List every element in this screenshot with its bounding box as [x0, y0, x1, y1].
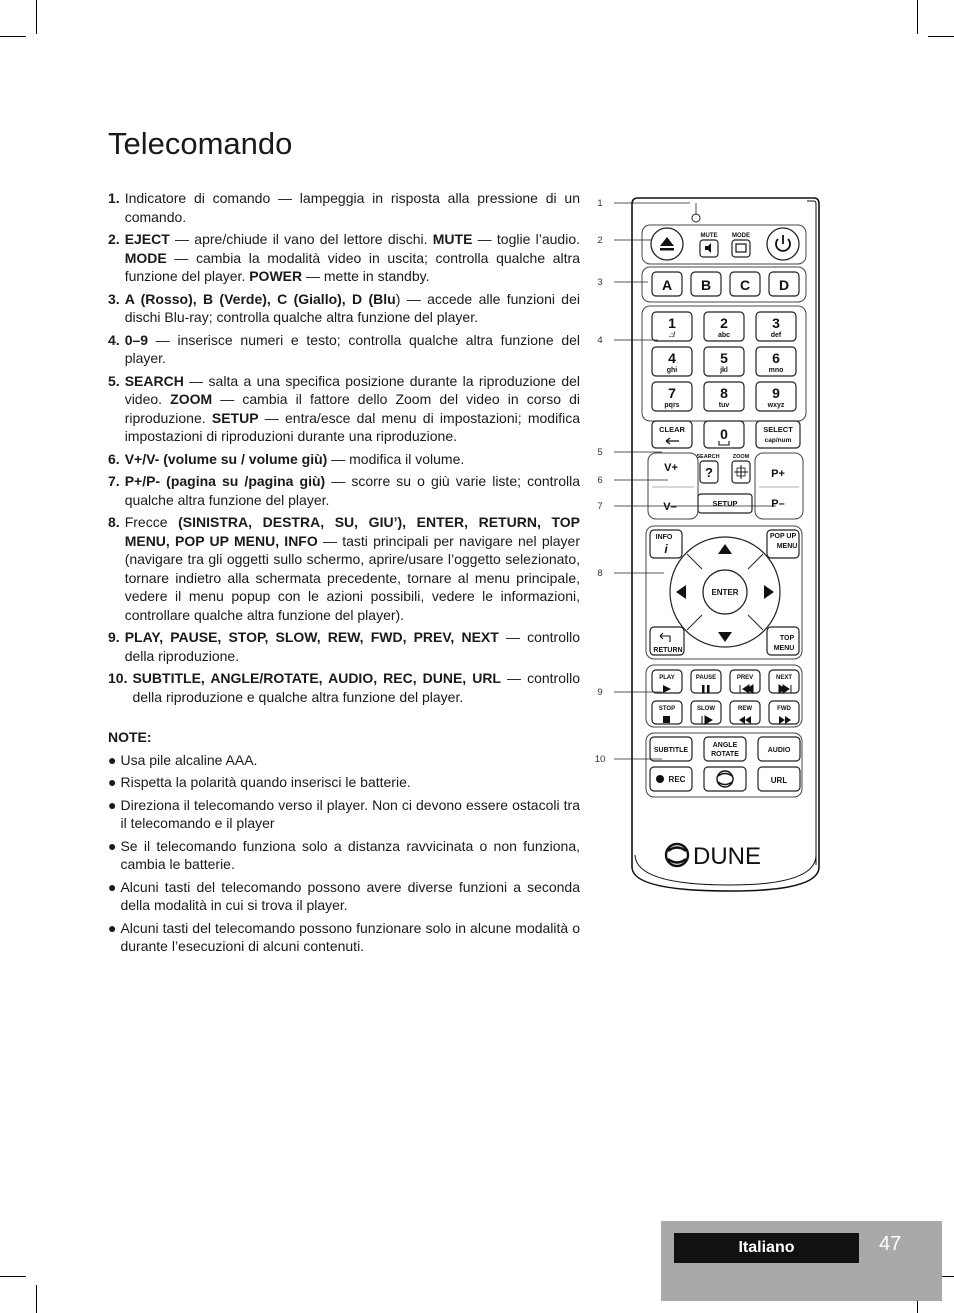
- digit-label: 2: [720, 315, 728, 331]
- digit-label: 9: [772, 385, 780, 401]
- bullet-icon: ●: [108, 774, 117, 790]
- item-keyword: SEARCH: [124, 372, 184, 389]
- return-label: RETURN: [653, 647, 683, 654]
- color-key-label: A: [661, 277, 673, 293]
- callout-number: 2: [597, 235, 603, 246]
- callout-number: 6: [597, 475, 603, 486]
- callout-number: 10: [594, 754, 606, 765]
- item-text: Frecce (SINISTRA, DESTRA, SU, GIU’), ENTER, RETURN, TOP MENU, POP UP MENU, INFO — tasti principali per navigare nel player (navigare tra gli oggetti sullo schermo, aprire/usare l’oggetto selezionato, tornare indietro alla schermata precedente, tornare al menu principale, vedere il menu popup con le azioni possibili, vedere le informazioni, controllare qualche altra funzione del player).: [124, 514, 581, 623]
- page-title: Telecomando: [108, 126, 293, 161]
- bullet-icon: ●: [108, 796, 117, 813]
- rec-icon: [656, 775, 664, 783]
- note-item: [108, 751, 580, 770]
- bullet-icon: ●: [108, 919, 117, 936]
- select-sublabel: cap/num: [764, 437, 792, 444]
- item-number: 3.: [108, 290, 120, 307]
- next-label: NEXT: [775, 675, 793, 681]
- item-text: EJECT — apre/chiude il vano del lettore dischi. MUTE — toglie l’audio. MODE — cambia la modalità video in uscita; controlla qualche altra funzione del player. POWER — mette in standby.: [124, 231, 580, 284]
- language-label: Italiano: [674, 1233, 859, 1263]
- mute-label: MUTE: [700, 233, 718, 239]
- item-text: SUBTITLE, ANGLE/ROTATE, AUDIO, REC, DUNE, URL — controllo della riproduzione e qualche altra funzione del player.: [132, 670, 580, 705]
- notes-title: NOTE:: [108, 729, 152, 745]
- clear-label: CLEAR: [659, 425, 685, 434]
- digit-label: 1: [668, 315, 676, 331]
- digit-label: 5: [720, 350, 728, 366]
- item-number: 9.: [108, 629, 120, 645]
- crop-mark: [928, 36, 954, 37]
- pause-label: PAUSE: [695, 675, 717, 681]
- bullet-icon: ●: [108, 751, 117, 768]
- item-2: [108, 230, 580, 286]
- item-number: 4.: [108, 331, 120, 348]
- digit-sublabel: ghi: [666, 367, 678, 374]
- subtitle-label: SUBTITLE: [653, 747, 689, 754]
- item-keyword: V+/V- (volume su / volume giù): [124, 450, 328, 467]
- item-text: V+/V- (volume su / volume giù) — modifica il volume.: [124, 450, 465, 467]
- crop-mark: [36, 1285, 37, 1313]
- notes-list: [108, 751, 580, 956]
- digit-sublabel: abc: [717, 332, 731, 339]
- item-5: [108, 372, 580, 446]
- item-3: [108, 290, 580, 327]
- stop-label: STOP: [658, 706, 676, 712]
- item-number: 2.: [108, 231, 120, 247]
- pause-button: [691, 670, 721, 693]
- note-text: Se il telecomando funziona solo a distanza ravvicinata o non funziona, cambia le batterie.: [120, 837, 580, 872]
- note-text: Alcuni tasti del telecomando possono avere diverse funzioni a seconda della modalità in cui si trova il player.: [120, 878, 580, 913]
- digit-label: 7: [668, 385, 676, 401]
- item-keyword: MUTE: [432, 231, 473, 247]
- top-menu-label: TOP: [779, 635, 795, 642]
- remote-control-illustration: [590, 195, 825, 895]
- enter-label: ENTER: [711, 588, 739, 597]
- slow-label: SLOW: [697, 706, 715, 712]
- item-keyword: P+/P- (pagina su /pagina giù): [124, 473, 326, 489]
- info-icon: i: [664, 542, 668, 556]
- color-key-label: B: [700, 277, 712, 293]
- pause-icon: [707, 685, 710, 693]
- item-text: SEARCH — salta a una specifica posizione durante la riproduzione del video. ZOOM — cambia il fattore dello Zoom del video in corso di riproduzione. SETUP — entra/esce dal menu di impostazioni; modifica impostazioni di riproduzioni durante una riproduzione.: [124, 372, 581, 444]
- item-number: 7.: [108, 473, 120, 489]
- brand-name: DUNE: [693, 843, 762, 870]
- popup-menu-label: POP UP: [769, 533, 797, 540]
- digit-label: 6: [772, 350, 780, 366]
- item-7: [108, 472, 580, 509]
- play-label: PLAY: [659, 675, 675, 681]
- item-keyword: (SINISTRA, DESTRA, SU, GIU’), ENTER, RETURN, TOP MENU, POP UP MENU, INFO: [124, 514, 580, 549]
- bullet-icon: ●: [108, 878, 117, 895]
- setup-label: SETUP: [712, 499, 738, 508]
- note-item: [108, 919, 580, 956]
- zoom-label: ZOOM: [732, 454, 750, 460]
- eject-icon: [660, 248, 674, 251]
- crop-mark: [0, 1276, 26, 1277]
- note-item: [108, 878, 580, 915]
- volume-down-label: V–: [663, 501, 677, 513]
- color-key-label: D: [778, 277, 790, 293]
- digit-label: 8: [720, 385, 728, 401]
- callout-number: 3: [597, 277, 603, 288]
- stop-icon: [663, 716, 670, 723]
- digit-sublabel: pqrs: [664, 402, 680, 409]
- item-9: [108, 628, 580, 665]
- digit-sublabel: def: [770, 332, 782, 339]
- indicator-led-icon: [692, 214, 700, 222]
- item-keyword: PLAY, PAUSE, STOP, SLOW, REW, FWD, PREV, NEXT: [124, 629, 499, 645]
- page-number: 47: [879, 1233, 902, 1255]
- callout-number: 7: [597, 501, 603, 512]
- item-text: PLAY, PAUSE, STOP, SLOW, REW, FWD, PREV, NEXT — controllo della riproduzione.: [124, 629, 581, 664]
- select-label: SELECT: [763, 425, 793, 434]
- fwd-label: FWD: [777, 706, 791, 712]
- crop-mark: [36, 0, 37, 34]
- rec-label: REC: [668, 775, 686, 784]
- item-number: 10.: [108, 670, 128, 686]
- digit-label: 3: [772, 315, 780, 331]
- crop-mark: [917, 0, 918, 34]
- bullet-icon: ●: [108, 837, 117, 854]
- prev-label: PREV: [736, 675, 754, 681]
- digit-sublabel: mno: [768, 367, 784, 374]
- digit-sublabel: jkl: [720, 367, 728, 374]
- item-keyword: MODE: [124, 249, 167, 266]
- item-text: P+/P- (pagina su /pagina giù) — scorre su o giù varie liste; controlla qualche altra funzione del player.: [124, 473, 580, 508]
- digit-sublabel: tuv: [718, 402, 730, 409]
- url-label: URL: [770, 776, 788, 785]
- item-1: [108, 189, 580, 226]
- color-key-label: C: [739, 277, 751, 293]
- mode-label: MODE: [732, 233, 750, 239]
- item-text: Indicatore di comando — lampeggia in risposta alla pressione di un comando.: [124, 190, 580, 225]
- callout-number: 1: [597, 198, 603, 209]
- item-keyword: EJECT: [124, 231, 170, 247]
- note-item: [108, 796, 580, 833]
- item-number: 1.: [108, 190, 120, 206]
- volume-up-label: V+: [664, 462, 678, 474]
- note-item: [108, 837, 580, 874]
- audio-label: AUDIO: [767, 747, 791, 754]
- top-menu-label: MENU: [773, 645, 795, 652]
- item-6: [108, 450, 580, 469]
- search-label: SEARCH: [696, 454, 720, 460]
- note-text: Direziona il telecomando verso il player. Non ci devono essere ostacoli tra il telecomando e il player: [120, 796, 580, 831]
- item-keyword: 0–9: [124, 331, 149, 348]
- callout-number: 4: [597, 335, 603, 346]
- item-number: 5.: [108, 372, 120, 389]
- digit-label: 4: [668, 350, 676, 366]
- item-keyword: POWER: [249, 268, 303, 284]
- mode-button: [732, 240, 750, 257]
- description-list: [108, 189, 580, 960]
- item-8: [108, 513, 580, 624]
- pause-icon: [702, 685, 705, 693]
- item-text: 0–9 — inserisce numeri e testo; controlla qualche altra funzione del player.: [124, 331, 580, 366]
- item-keyword: SUBTITLE, ANGLE/ROTATE, AUDIO, REC, DUNE, URL: [132, 670, 501, 686]
- note-item: [108, 773, 580, 792]
- item-keyword: ZOOM: [170, 391, 213, 407]
- crop-mark: [0, 36, 26, 37]
- rotate-label: ROTATE: [711, 751, 739, 758]
- item-10: [108, 669, 580, 706]
- note-text: Alcuni tasti del telecomando possono funzionare solo in alcune modalità o durante l’esecuzioni di alcuni contenuti.: [120, 919, 580, 954]
- page-down-label: P–: [771, 498, 785, 510]
- callout-number: 5: [597, 447, 603, 458]
- note-text: Usa pile alcaline AAA.: [120, 751, 258, 768]
- rew-label: REW: [738, 706, 752, 712]
- digit-sublabel: wxyz: [767, 402, 785, 409]
- item-keyword: A (Rosso), B (Verde), C (Giallo), D (Blu: [124, 290, 396, 307]
- zero-label: 0: [720, 426, 728, 442]
- search-icon: ?: [705, 465, 713, 480]
- info-label: INFO: [655, 534, 673, 541]
- page-up-label: P+: [771, 468, 785, 480]
- callout-number: 9: [597, 687, 603, 698]
- items-list: [108, 189, 580, 706]
- item-number: 8.: [108, 514, 120, 530]
- callout-number: 8: [597, 568, 603, 579]
- angle-label: ANGLE: [712, 742, 738, 749]
- note-text: Rispetta la polarità quando inserisci le batterie.: [120, 774, 411, 790]
- item-keyword: SETUP: [211, 409, 259, 426]
- digit-sublabel: .:/: [668, 332, 676, 339]
- item-text: A (Rosso), B (Verde), C (Giallo), D (Blu) — accede alle funzioni dei dischi Blu-ray; controlla qualche altra funzione del player.: [124, 290, 580, 325]
- popup-menu-label: MENU: [776, 543, 798, 550]
- item-4: [108, 331, 580, 368]
- item-number: 6.: [108, 450, 120, 467]
